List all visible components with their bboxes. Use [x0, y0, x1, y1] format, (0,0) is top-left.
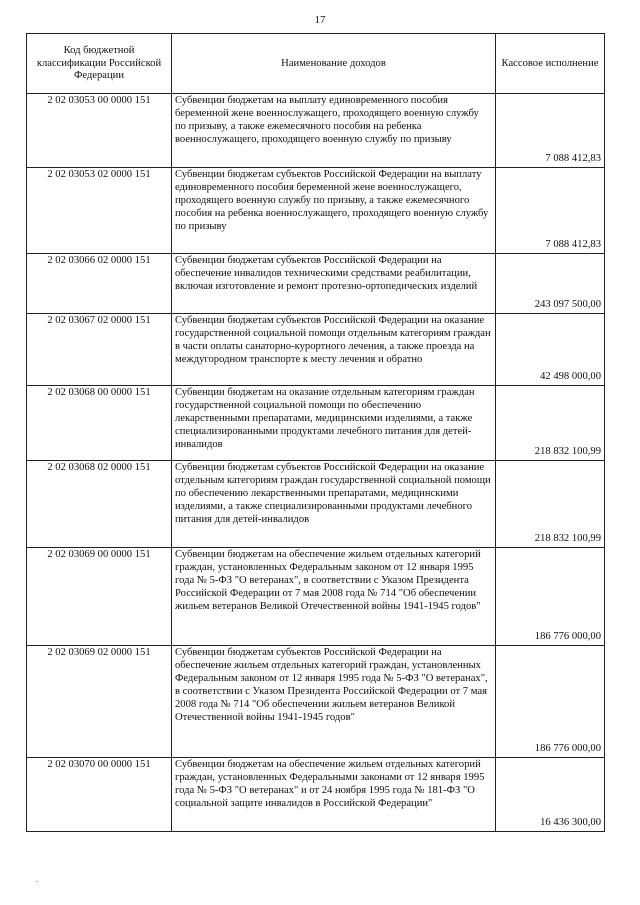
row-code: 2 02 03053 00 0000 151	[27, 94, 172, 168]
row-amount: 186 776 000,00	[496, 548, 605, 646]
row-name: Субвенции бюджетам на обеспечение жильем отдельных категорий граждан, установленных Федеральным законом от 12 января 1995 года № 5-ФЗ "О ветеранах", в соответствии с Указом Президента Российской Федерации от 7 мая 2008 года № 714 "Об обеспечении жильем ветеранов Великой Отечественной войны 1941-1945 годов"	[172, 548, 496, 646]
corner-mark: .	[36, 874, 39, 884]
table-header-row	[27, 34, 605, 94]
table-row	[27, 168, 605, 254]
row-code: 2 02 03067 02 0000 151	[27, 314, 172, 386]
row-code: 2 02 03068 02 0000 151	[27, 461, 172, 548]
row-amount: 7 088 412,83	[496, 168, 605, 254]
header-name: Наименование доходов	[172, 34, 496, 94]
row-code: 2 02 03070 00 0000 151	[27, 758, 172, 832]
table-row	[27, 461, 605, 548]
row-name: Субвенции бюджетам субъектов Российской Федерации на обеспечение жильем отдельных категорий граждан, установленных Федеральным законом от 12 января 1995 года № 5-ФЗ "О ветеранах", в соответствии с Указом Президента Российской Федерации от 7 мая 2008 года № 714 "Об обеспечении жильем ветеранов Великой Отечественной войны 1941-1945 годов"	[172, 646, 496, 758]
row-name: Субвенции бюджетам на выплату единовременного пособия беременной жене военнослужащего, проходящего военную службу по призыву, а также ежемесячного пособия на ребенка военнослужащего, проходящего военную службу по призыву	[172, 94, 496, 168]
row-code: 2 02 03069 02 0000 151	[27, 646, 172, 758]
table-row	[27, 314, 605, 386]
budget-income-table	[26, 33, 605, 832]
row-amount: 218 832 100,99	[496, 461, 605, 548]
row-name: Субвенции бюджетам субъектов Российской Федерации на оказание государственной социальной помощи отдельным категориям граждан в части оплаты санаторно-курортного лечения, а также проезда на междугородном транспорте к месту лечения и обратно	[172, 314, 496, 386]
row-code: 2 02 03069 00 0000 151	[27, 548, 172, 646]
row-name: Субвенции бюджетам на обеспечение жильем отдельных категорий граждан, установленных Федеральными законами от 12 января 1995 года № 5-ФЗ "О ветеранах" и от 24 ноября 1995 года № 181-ФЗ "О социальной защите инвалидов в Российской Федерации"	[172, 758, 496, 832]
row-amount: 186 776 000,00	[496, 646, 605, 758]
row-code: 2 02 03053 02 0000 151	[27, 168, 172, 254]
header-code: Код бюджетной классификации Российской Федерации	[27, 34, 172, 94]
table-row	[27, 386, 605, 461]
row-name: Субвенции бюджетам на оказание отдельным категориям граждан государственной социальной помощи по обеспечению лекарственными препаратами, медицинскими изделиями, а также специализированными продуктами лечебного питания для детей-инвалидов	[172, 386, 496, 461]
header-amount: Кассовое исполнение	[496, 34, 605, 94]
row-amount: 16 436 300,00	[496, 758, 605, 832]
table-row	[27, 548, 605, 646]
page-number: 17	[314, 14, 326, 26]
row-name: Субвенции бюджетам субъектов Российской Федерации на оказание отдельным категориям граждан государственной социальной помощи по обеспечению лекарственными препаратами, медицинскими изделиями, а также специализированными продуктами лечебного питания для детей-инвалидов	[172, 461, 496, 548]
row-code: 2 02 03068 00 0000 151	[27, 386, 172, 461]
row-amount: 243 097 500,00	[496, 254, 605, 314]
row-name: Субвенции бюджетам субъектов Российской Федерации на выплату единовременного пособия беременной жене военнослужащего, проходящего военную службу по призыву, а также ежемесячного пособия на ребенка военнослужащего, проходящего военную службу по призыву	[172, 168, 496, 254]
table-row	[27, 254, 605, 314]
table-row	[27, 94, 605, 168]
row-code: 2 02 03066 02 0000 151	[27, 254, 172, 314]
row-amount: 218 832 100,99	[496, 386, 605, 461]
row-name: Субвенции бюджетам субъектов Российской Федерации на обеспечение инвалидов техническими средствами реабилитации, включая изготовление и ремонт протезно-ортопедических изделий	[172, 254, 496, 314]
row-amount: 42 498 000,00	[496, 314, 605, 386]
table-row	[27, 646, 605, 758]
row-amount: 7 088 412,83	[496, 94, 605, 168]
table-row	[27, 758, 605, 832]
